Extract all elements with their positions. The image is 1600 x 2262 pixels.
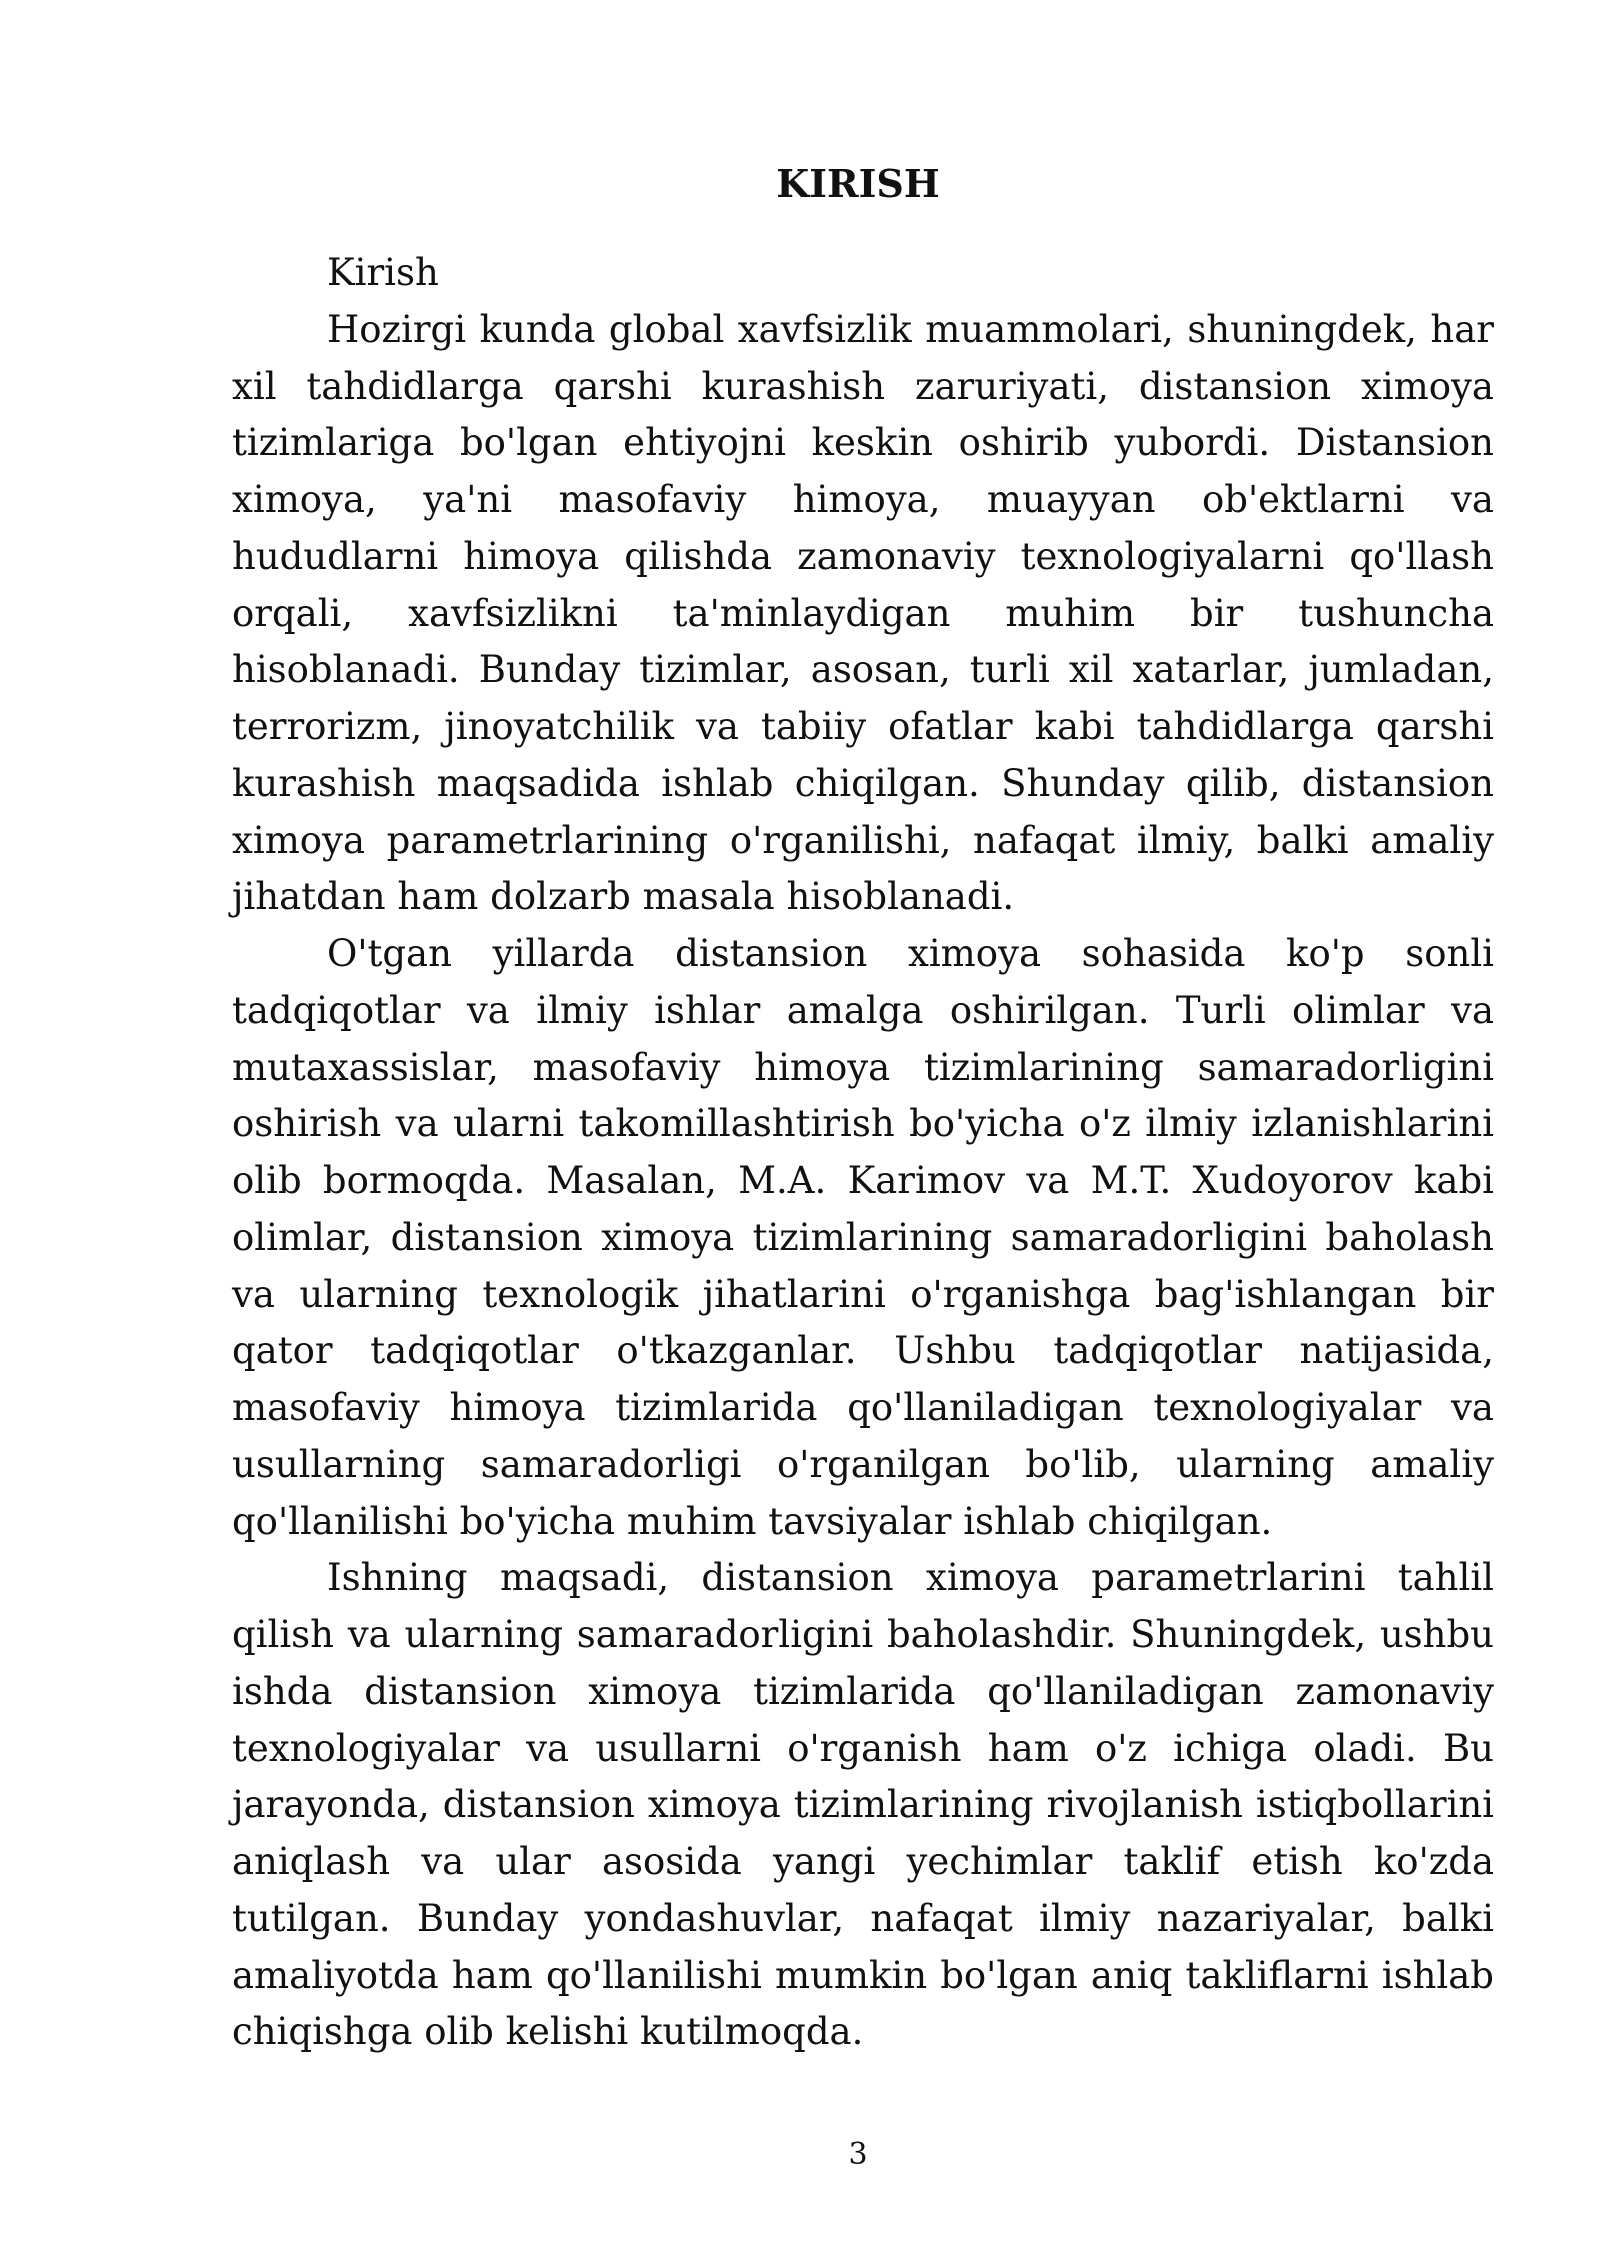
paragraph-3: Ishning maqsadi, distansion ximoya parametrlarini tahlil qilish va ularning samaradorligini baholashdir. Shuningdek, ushbu ishda distansion ximoya tizimlarida qo'llaniladigan zamonaviy texnologiyalar va usullarni o'rganish ham o'z ichiga oladi. Bu jarayonda, distansion ximoya tizimlarining rivojlanish istiqbollarini aniqlash va ular asosida yangi yechimlar taklif etish ko'zda tutilgan. Bunday yondashuvlar, nafaqat ilmiy nazariyalar, balki amaliyotda ham qo'llanilishi mumkin bo'lgan aniq takliflarni ishlab chiqishga olib kelishi kutilmoqda. — [232, 1556, 1494, 2054]
paragraph-2: O'tgan yillarda distansion ximoya sohasida ko'p sonli tadqiqotlar va ilmiy ishlar amalga oshirilgan. Turli olimlar va mutaxassislar, masofaviy himoya tizimlarining samaradorligini oshirish va ularni takomillashtirish bo'yicha o'z ilmiy izlanishlarini olib bormoqda. Masalan, M.A. Karimov va M.T. Xudoyorov kabi olimlar, distansion ximoya tizimlarining samaradorligini baholash va ularning texnologik jihatlarini o'rganishga bag'ishlangan bir qator tadqiqotlar o'tkazganlar. Ushbu tadqiqotlar natijasida, masofaviy himoya tizimlarida qo'llaniladigan texnologiyalar va usullarning samaradorligi o'rganilgan bo'lib, ularning amaliy qo'llanilishi bo'yicha muhim tavsiyalar ishlab chiqilgan. — [232, 932, 1494, 1543]
paragraph-1: Hozirgi kunda global xavfsizlik muammolari, shuningdek, har xil tahdidlarga qarshi kurashish zaruriyati, distansion ximoya tizimlariga bo'lgan ehtiyojni keskin oshirib yubordi. Distansion ximoya, ya'ni masofaviy himoya, muayyan ob'ektlarni va hududlarni himoya qilishda zamonaviy texnologiyalarni qo'llash orqali, xavfsizlikni ta'minlaydigan muhim bir tushuncha hisoblanadi. Bunday tizimlar, asosan, turli xil xatarlar, jumladan, terrorizm, jinoyatchilik va tabiiy ofatlar kabi tahdidlarga qarshi kurashish maqsadida ishlab chiqilgan. Shunday qilib, distansion ximoya parametrlarining o'rganilishi, nafaqat ilmiy, balki amaliy jihatdan ham dolzarb masala hisoblanadi. — [232, 307, 1494, 919]
paragraph-subtitle: Kirish — [327, 251, 439, 294]
page-number: 3 — [848, 2137, 868, 2172]
document-body — [232, 245, 1494, 2061]
page-title: KIRISH — [776, 161, 940, 206]
